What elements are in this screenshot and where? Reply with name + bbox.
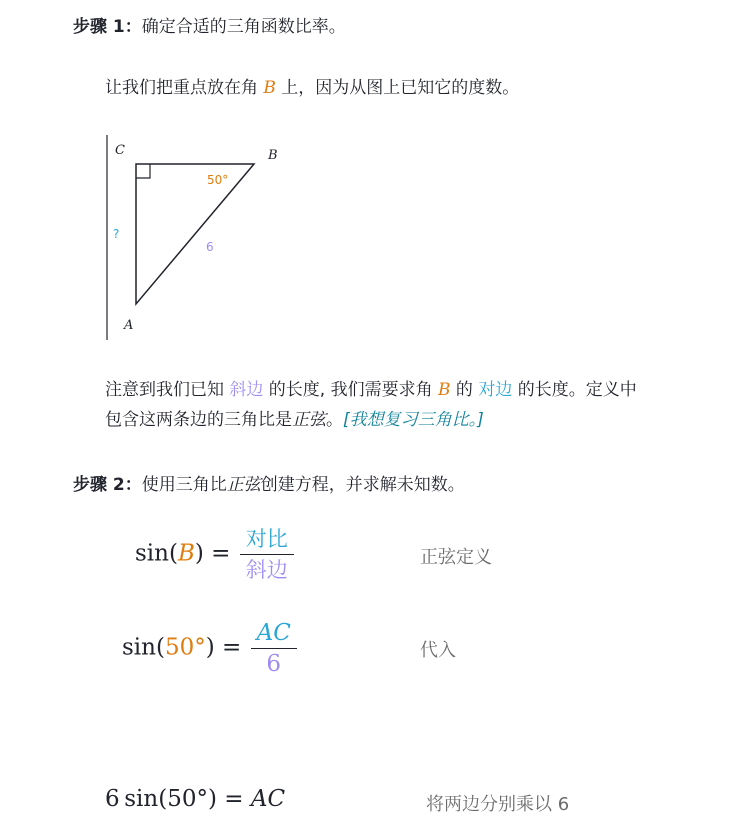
- eq3-coefficient: 6: [105, 786, 120, 812]
- eq3-rhs: AC: [250, 786, 286, 812]
- review-trig-ratios-link[interactable]: [我想复习三角比。]: [343, 410, 484, 430]
- eq3-note: 将两边分别乘以 6: [426, 794, 570, 815]
- side-ac-unknown: ?: [113, 227, 120, 241]
- eq1-numerator: 对比: [240, 524, 294, 555]
- eq2-fraction: [251, 618, 297, 679]
- sine-term: 正弦: [292, 410, 326, 430]
- explain-line-2: [105, 406, 484, 434]
- explain-text-4: 的长度。定义中: [512, 380, 637, 400]
- eq3-angle: 50°: [167, 786, 208, 812]
- step-2-sine: 正弦: [226, 475, 261, 495]
- explain-line-1: [105, 376, 637, 404]
- vertex-c-label: C: [115, 143, 125, 158]
- vertex-b-label: B: [268, 148, 278, 163]
- eq1-sin: sin: [135, 540, 169, 567]
- eq2-angle: 50°: [164, 634, 206, 661]
- eq1-note: 正弦定义: [420, 547, 492, 568]
- eq1-angle: B: [177, 540, 195, 567]
- eq1-fraction: [240, 524, 294, 585]
- side-ab-length: 6: [206, 240, 214, 254]
- eq2-numerator: AC: [251, 618, 297, 649]
- intro-angle-b: B: [263, 78, 276, 98]
- intro-paragraph: [105, 74, 519, 102]
- equation-multiply: 6 sin(50°) = AC: [105, 786, 286, 812]
- step-1-heading: [73, 12, 346, 37]
- equation-substitute: sin(50°) = $\frac{AC}{6}$: [122, 618, 299, 679]
- intro-text-1: 让我们把重点放在角: [105, 78, 264, 98]
- triangle-diagram: [100, 132, 290, 344]
- step-2-label: 步骤 2：: [73, 475, 142, 495]
- right-angle-marker: [136, 164, 150, 178]
- hypotenuse-term: 斜边: [229, 380, 264, 400]
- step-2-heading: [73, 470, 465, 495]
- angle-b-measure: 50°: [207, 173, 229, 187]
- explain-angle-b: B: [438, 380, 451, 400]
- eq2-denominator: 6: [266, 651, 282, 677]
- vertex-a-label: A: [124, 318, 134, 333]
- step-2-text-a: 使用三角比: [141, 475, 227, 495]
- step-1-text: 确定合适的三角函数比率。: [141, 17, 346, 37]
- explain-text-1: 注意到我们已知: [105, 380, 230, 400]
- equation-sine-definition: sin(B) = $\frac{\text{对比}}{\text{斜边}}$: [135, 524, 296, 585]
- step-2-text-b: 创建方程，并求解未知数。: [260, 475, 465, 495]
- explain-text-2: 的长度, 我们需要求角: [263, 380, 439, 400]
- step-1-label: 步骤 1：: [73, 17, 142, 37]
- opposite-term: 对边: [478, 380, 513, 400]
- eq1-denominator: 斜边: [245, 558, 288, 582]
- eq2-note: 代入: [420, 640, 456, 661]
- intro-text-2: 上，因为从图上已知它的度数。: [275, 78, 520, 98]
- eq3-sin: sin: [124, 786, 159, 812]
- explain-text-3: 的: [450, 380, 479, 400]
- triangle-shape: [136, 164, 254, 304]
- eq2-sin: sin: [122, 634, 156, 661]
- explain-text-5: 包含这两条边的三角比是: [105, 410, 292, 430]
- explain-text-6: 。: [326, 410, 343, 430]
